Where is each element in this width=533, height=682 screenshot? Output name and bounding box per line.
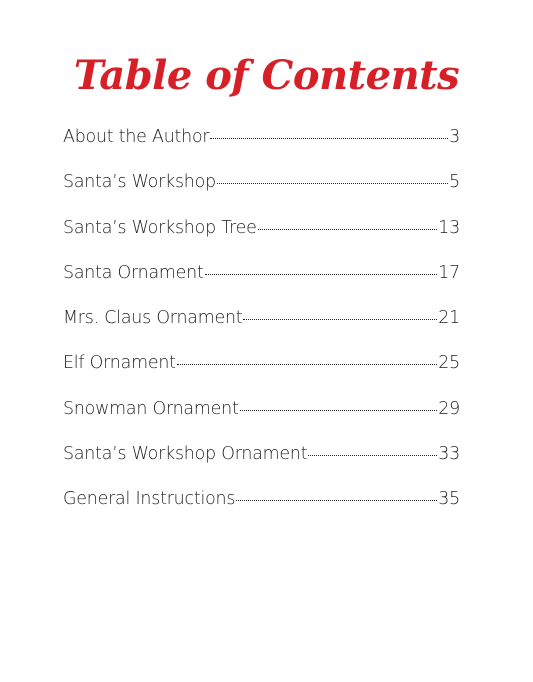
dot-leader	[236, 500, 437, 501]
toc-entry-general-instructions[interactable]	[63, 489, 460, 534]
toc-entry-santas-workshop[interactable]	[63, 172, 460, 217]
toc-entry-page: 35	[438, 489, 460, 510]
table-of-contents	[63, 127, 460, 535]
toc-entry-page: 33	[438, 444, 460, 465]
toc-entry-page: 25	[438, 353, 460, 374]
dot-leader	[243, 319, 437, 320]
toc-entry-page: 29	[438, 398, 460, 419]
toc-entry-santas-workshop-tree[interactable]	[63, 218, 460, 263]
toc-entry-page: 3	[449, 127, 460, 147]
toc-entry-page: 5	[449, 172, 460, 193]
toc-entry-page: 21	[438, 308, 460, 329]
toc-entry-elf-ornament[interactable]	[63, 353, 460, 398]
toc-entry-label: About the Author	[63, 127, 210, 147]
toc-entry-label: Elf Ornament	[63, 353, 176, 374]
toc-entry-about-the-author[interactable]	[63, 127, 460, 172]
page-title: Table of Contents	[73, 52, 460, 99]
toc-entry-label: Snowman Ornament	[63, 398, 239, 419]
dot-leader	[258, 229, 438, 230]
dot-leader	[240, 410, 438, 411]
dot-leader	[308, 455, 437, 456]
toc-entry-label: Mrs. Claus Ornament	[63, 308, 243, 329]
dot-leader	[217, 183, 448, 184]
toc-entry-label: Santa Ornament	[63, 262, 204, 283]
toc-entry-label: Santa’s Workshop Ornament	[63, 444, 308, 465]
toc-entry-label: General Instructions	[63, 489, 236, 510]
toc-entry-page: 17	[438, 262, 460, 283]
toc-entry-santa-ornament[interactable]	[63, 263, 460, 308]
toc-entry-label: Santa’s Workshop Tree	[63, 217, 257, 238]
dot-leader	[177, 364, 438, 365]
toc-entry-mrs-claus-ornament[interactable]	[63, 308, 460, 353]
dot-leader	[210, 138, 448, 139]
toc-entry-label: Santa’s Workshop	[63, 172, 216, 193]
toc-entry-santas-workshop-ornament[interactable]	[63, 444, 460, 489]
toc-entry-snowman-ornament[interactable]	[63, 399, 460, 444]
dot-leader	[205, 274, 438, 275]
toc-entry-page: 13	[438, 217, 460, 238]
